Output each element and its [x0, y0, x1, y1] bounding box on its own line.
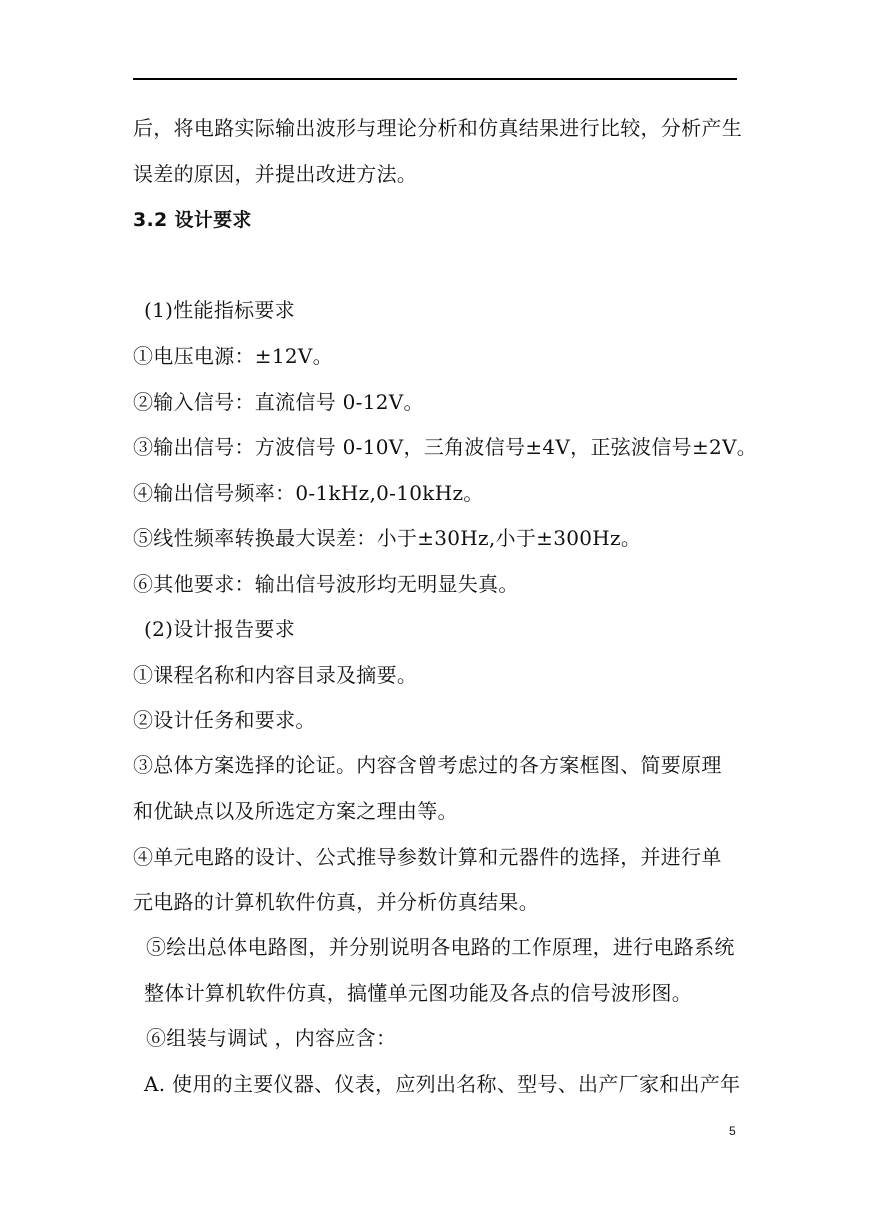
page-number: 5 [729, 1124, 736, 1138]
list-item: ②输入信号：直流信号 0-12V。 [133, 390, 424, 414]
list-item: A. 使用的主要仪器、仪表，应列出名称、型号、出产厂家和出产年 [144, 1072, 741, 1096]
list-item-continuation: 元电路的计算机软件仿真，并分析仿真结果。 [133, 890, 539, 914]
list-item: ③输出信号：方波信号 0-10V，三角波信号±4V，正弦波信号±2V。 [133, 435, 758, 459]
paragraph-line: 误差的原因，并提出改进方法。 [133, 162, 418, 186]
list-item: ①电压电源：±12V。 [133, 344, 333, 368]
list-item: ②设计任务和要求。 [133, 708, 316, 732]
list-item: ③总体方案选择的论证。内容含曾考虑过的各方案框图、简要原理 [133, 753, 722, 777]
list-item: ⑤绘出总体电路图，并分别说明各电路的工作原理，进行电路系统 [146, 935, 735, 959]
header-rule [133, 78, 737, 80]
list-item: ④单元电路的设计、公式推导参数计算和元器件的选择，并进行单 [133, 845, 722, 869]
list-item: ⑥其他要求：输出信号波形均无明显失真。 [133, 572, 519, 596]
paragraph-line: 后，将电路实际输出波形与理论分析和仿真结果进行比较，分析产生 [133, 116, 742, 140]
subsection-heading: (1)性能指标要求 [144, 298, 296, 322]
list-item-continuation: 整体计算机软件仿真，搞懂单元图功能及各点的信号波形图。 [144, 981, 693, 1005]
list-item-continuation: 和优缺点以及所选定方案之理由等。 [133, 799, 458, 823]
subsection-heading: (2)设计报告要求 [144, 617, 296, 641]
list-item: ⑤线性频率转换最大误差：小于±30Hz,小于±300Hz。 [133, 526, 642, 550]
list-item: ⑥组装与调试 ，内容应含： [146, 1026, 397, 1050]
list-item: ①课程名称和内容目录及摘要。 [133, 663, 418, 687]
list-item: ④输出信号频率：0-1kHz,0-10kHz。 [133, 481, 484, 505]
section-heading: 3.2 设计要求 [133, 209, 252, 231]
